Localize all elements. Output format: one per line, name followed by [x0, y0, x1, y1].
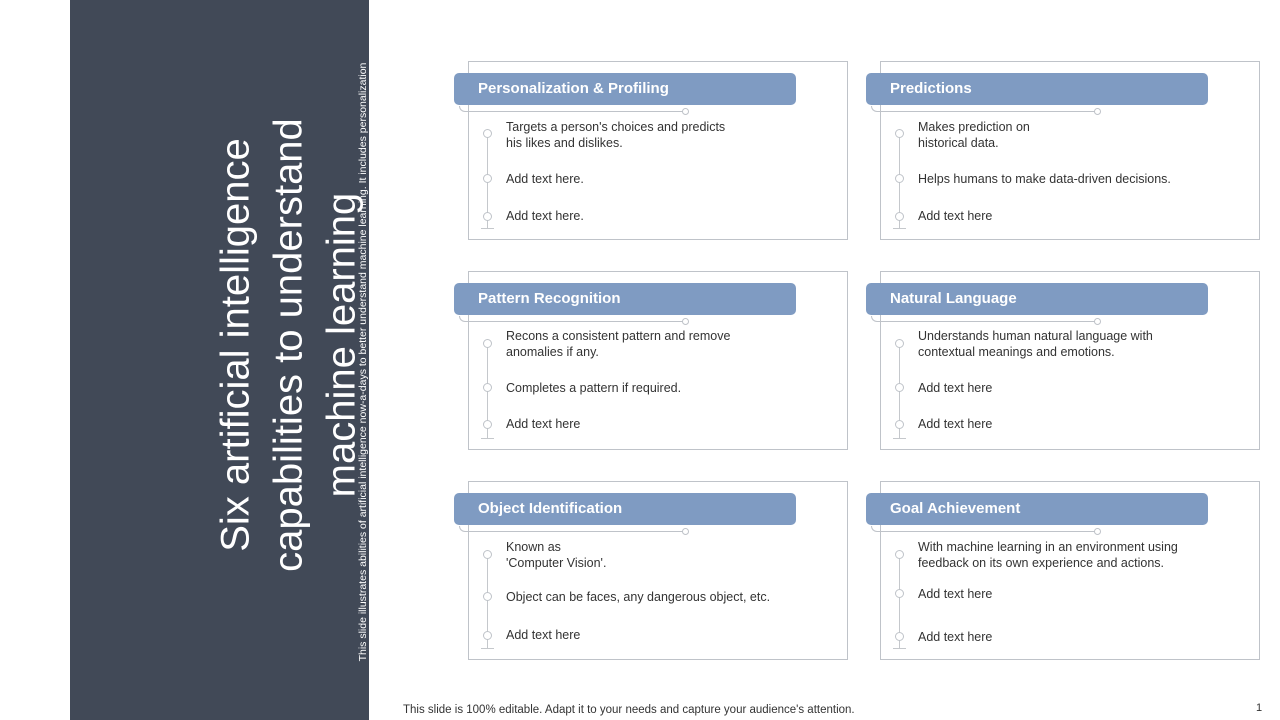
footer-note: This slide is 100% editable. Adapt it to your needs and capture your audience's attention. [403, 704, 855, 716]
timeline-end [893, 648, 906, 649]
bullet-dot [483, 420, 492, 429]
card-item: Recons a consistent pattern and remove anomalies if any. [506, 329, 731, 359]
slide-title: Six artificial intelligence capabilities to understand machine learning [213, 118, 364, 572]
bullet-dot [895, 212, 904, 221]
card-item: Understands human natural language with contextual meanings and emotions. [918, 329, 1153, 359]
connector-dot [1094, 108, 1101, 115]
card-item: Targets a person's choices and predicts his likes and dislikes. [506, 120, 726, 150]
bullet-dot [483, 129, 492, 138]
card-item: Known as 'Computer Vision'. [506, 540, 607, 570]
card-item: Add text here [506, 417, 581, 431]
connector-line [871, 526, 1097, 532]
page-number: 1 [1256, 702, 1263, 714]
bullet-dot [895, 632, 904, 641]
connector-line [459, 106, 685, 112]
card-title: Personalization & Profiling [454, 73, 796, 105]
card-item: Object can be faces, any dangerous object, etc. [506, 590, 771, 604]
connector-dot [682, 318, 689, 325]
bullet-dot [483, 550, 492, 559]
card-title: Natural Language [866, 283, 1208, 315]
connector-dot [1094, 528, 1101, 535]
bullet-dot [895, 589, 904, 598]
card-item: Add text here [918, 630, 993, 644]
title-panel [70, 0, 382, 720]
bullet-dot [895, 383, 904, 392]
timeline-end [481, 438, 494, 439]
bullet-dot [483, 212, 492, 221]
card-item: Add text here [918, 417, 993, 431]
card-personalization-profiling [468, 61, 848, 240]
card-item: Add text here. [506, 172, 584, 186]
bullet-dot [483, 592, 492, 601]
card-item: Helps humans to make data-driven decisions. [918, 172, 1171, 186]
timeline-end [481, 228, 494, 229]
timeline-end [893, 438, 906, 439]
connector-line [459, 526, 685, 532]
timeline-end [481, 648, 494, 649]
bullet-dot [895, 420, 904, 429]
connector-line [459, 316, 685, 322]
card-item: Makes prediction on historical data. [918, 120, 1030, 150]
card-item: Add text here [918, 209, 993, 223]
card-object-identification [468, 481, 848, 660]
card-item: Add text here [918, 587, 993, 601]
card-item: Add text here [918, 381, 993, 395]
connector-line [871, 316, 1097, 322]
bullet-dot [895, 129, 904, 138]
bullet-dot [483, 631, 492, 640]
bullet-dot [895, 339, 904, 348]
bullet-dot [895, 550, 904, 559]
card-title: Goal Achievement [866, 493, 1208, 525]
timeline-end [893, 228, 906, 229]
card-item: Add text here [506, 628, 581, 642]
card-natural-language [880, 271, 1260, 450]
bullet-dot [483, 174, 492, 183]
card-goal-achievement [880, 481, 1260, 660]
card-title: Pattern Recognition [454, 283, 796, 315]
connector-dot [682, 108, 689, 115]
card-item: Add text here. [506, 209, 584, 223]
card-pattern-recognition [468, 271, 848, 450]
card-title: Predictions [866, 73, 1208, 105]
card-title: Object Identification [454, 493, 796, 525]
connector-dot [682, 528, 689, 535]
bullet-dot [895, 174, 904, 183]
card-item: Completes a pattern if required. [506, 381, 682, 395]
connector-line [871, 106, 1097, 112]
slide-subtitle: This slide illustrates abilities of artificial intelligence now-a-days to better understand machine learning. It includes personalization and profiling, predictions, pattern recognition, natural language etc. [357, 62, 382, 662]
card-item: With machine learning in an environment using feedback on its own experience and actions. [918, 540, 1178, 570]
connector-dot [1094, 318, 1101, 325]
bullet-dot [483, 383, 492, 392]
bullet-dot [483, 339, 492, 348]
card-predictions [880, 61, 1260, 240]
